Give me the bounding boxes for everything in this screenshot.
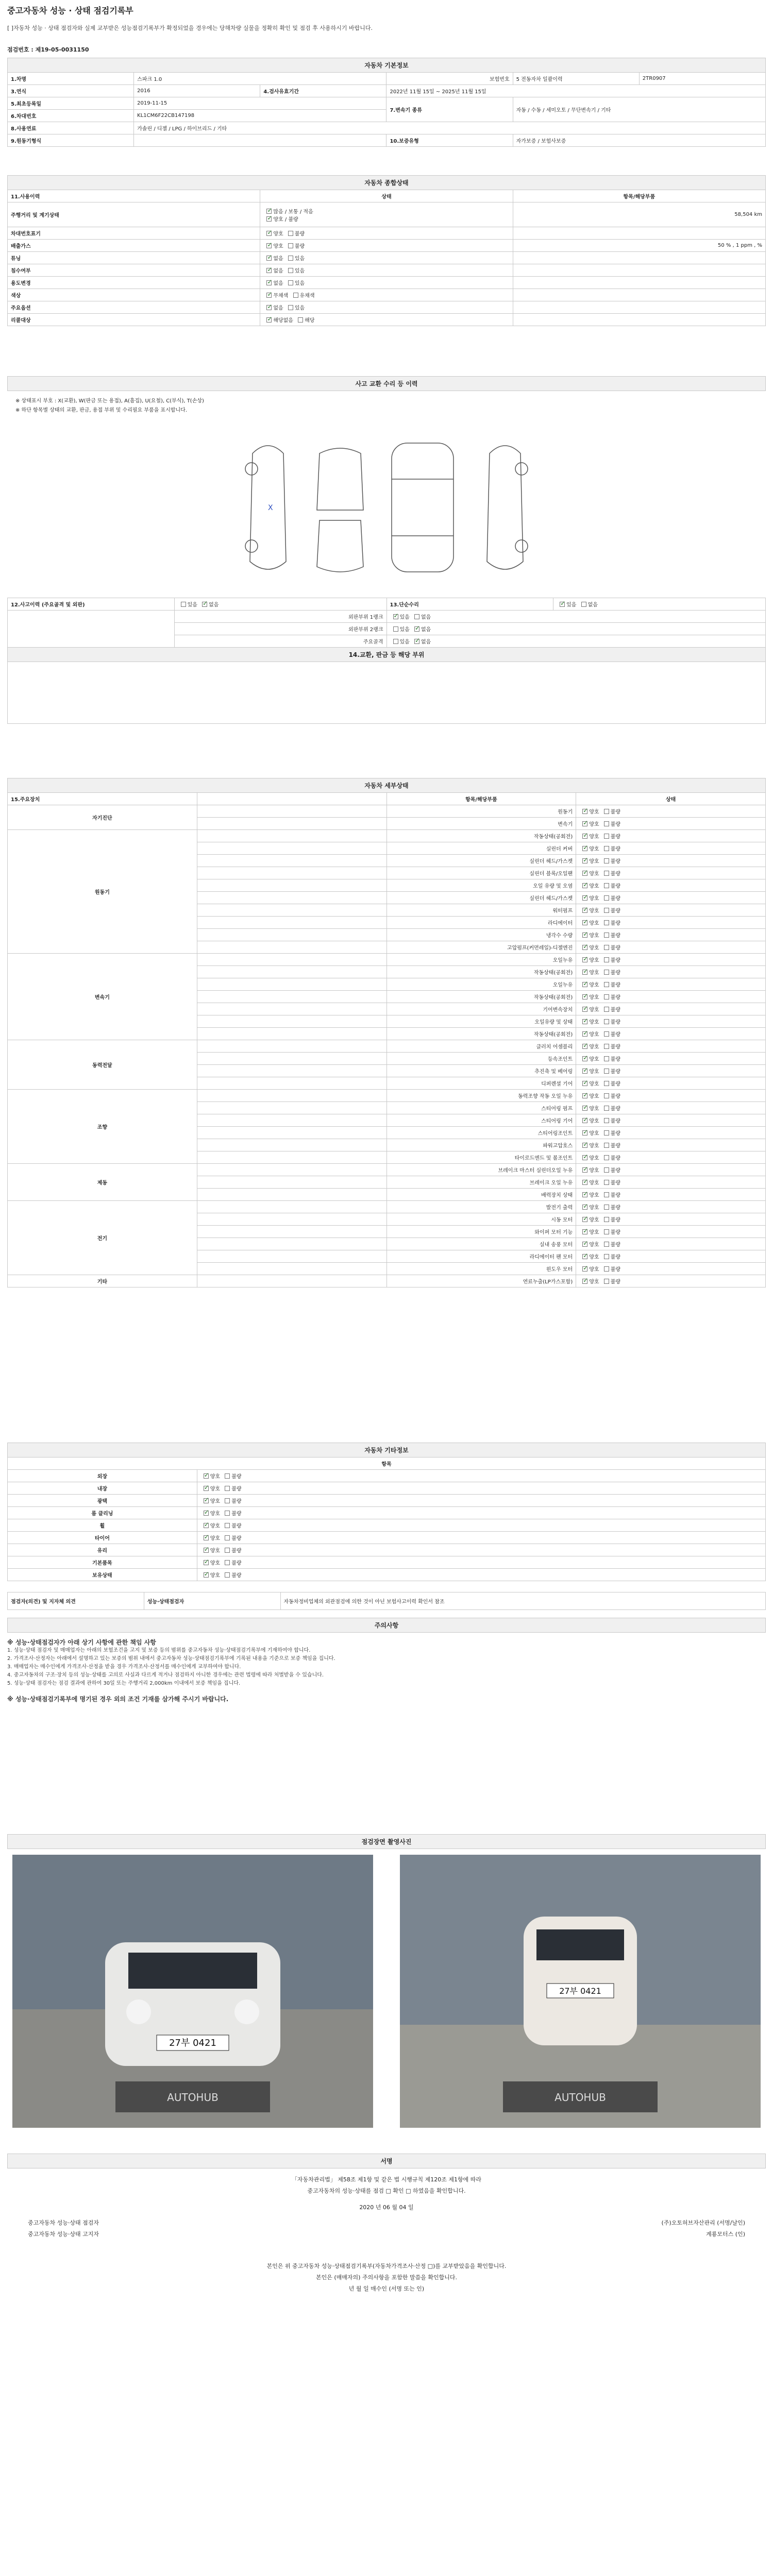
detail-subgroup [197,1238,386,1250]
detail-item-label: 라디에이터 팬 모터 [386,1250,576,1263]
detail-item-label: 실린더 헤드/가스켓 [386,892,576,904]
legend-line: ※ 상태표시 부호 : X(교환), W(판금 또는 용접), A(흠집), U(요철), C(부식), T(손상) [15,398,204,404]
overall-section-title: 자동차 종합상태 [8,176,766,190]
detail-item-status: ✓ 양호 불량 [576,1114,766,1127]
signature-section-title: 서명 [8,2154,766,2168]
detail-group-label: 원동기 [8,830,197,954]
detail-item-label: 변속기 [386,818,576,830]
signer-value: (주)오토허브자산관리 (서명/날인) [661,2219,745,2226]
other-info-table [7,1443,766,1581]
basic-row-value: 5 전동자차 일괄이력 [513,73,639,85]
detail-item-label: 작동상태(공회전) [386,830,576,842]
car-top-outline [392,443,453,572]
detail-item-status: ✓ 양호 불량 [576,830,766,842]
detail-item-label: 라디에이터 [386,917,576,929]
detail-item-status: ✓ 양호 불량 [576,1263,766,1275]
overall-item-label: 주요옵션 [8,301,260,314]
detail-item-status: ✓ 양호 불량 [576,904,766,917]
car-rear-outline [317,520,363,572]
basic-row-value: 2019-11-15 [134,97,386,110]
other-item-label: 기본품목 [8,1556,197,1569]
opinion-label: 점검자(의견) 및 지자체 의견 [8,1592,144,1610]
history-status: ✓ 있음 없음 [553,598,766,611]
detail-item-status: ✓ 양호 불량 [576,1090,766,1102]
basic-row-label: 보험번호 [386,73,513,85]
detail-subgroup [197,842,386,855]
detail-item-label: 스티어링 기어 [386,1114,576,1127]
detail-group-label: 전기 [8,1201,197,1275]
other-item-label: 광택 [8,1495,197,1507]
detail-subgroup [197,1102,386,1114]
history-status: 있음 ✓없음 [386,623,766,635]
detail-item-label: 오일누유 [386,978,576,991]
opinion-value: 자동차정비업체의 외관점검에 의한 것이 아닌 보험사고이력 확인서 참조 [280,1592,765,1610]
detail-item-status: ✓ 양호 불량 [576,1028,766,1040]
mileage-label: 주행거리 및 계기상태 [8,202,260,227]
other-item-status: ✓ 양호 불량 [197,1532,765,1544]
plate-text: 27부 0421 [169,2038,216,2048]
detail-item-status: ✓ 양호 불량 [576,842,766,855]
detail-item-label: 작동상태(공회전) [386,991,576,1003]
detail-item-status: ✓ 양호 불량 [576,1053,766,1065]
detail-subgroup [197,929,386,941]
detail-item-status: ✓ 양호 불량 [576,1151,766,1164]
detail-item-status: ✓ 양호 불량 [576,855,766,867]
basic-info-table [7,58,766,147]
detail-item-label: 파워고압호스 [386,1139,576,1151]
lift-brand: AUTOHUB [554,2091,606,2104]
detail-item-status: ✓ 양호 불량 [576,1164,766,1176]
overall-col-header: 11.사용이력 [8,190,260,202]
detail-item-label: 타이로드엔드 및 볼조인트 [386,1151,576,1164]
detail-item-status: ✓ 양호 불량 [576,1201,766,1213]
detail-subgroup [197,1028,386,1040]
detail-item-label: 배력장치 상태 [386,1189,576,1201]
overall-item-label: 차대번호표기 [8,227,260,240]
overall-status-table [7,175,766,326]
basic-row-label: 10.보증유형 [386,134,513,147]
detail-subgroup [197,892,386,904]
photos-section-title: 점검장면 촬영사진 [8,1835,766,1849]
detail-subgroup [197,1127,386,1139]
detail-item-label: 브레이크 마스터 실린더오일 누유 [386,1164,576,1176]
overall-item-status: ✓ 양호 불량 [260,227,513,240]
detail-group-label: 자기진단 [8,805,197,830]
notes-line: 3. 매매업자는 매수인에게 가격조사·산정을 받을 경우 가격조사·산정서를 매수인에게 교부하여야 합니다. [7,1664,241,1670]
detail-col-header: 상태 [576,793,766,805]
overall-item-status: ✓ 없음 있음 [260,252,513,264]
other-item-status: ✓ 양호 불량 [197,1507,765,1519]
basic-row-label: 8.사용연료 [8,122,134,134]
detail-item-status: ✓ 양호 불량 [576,1040,766,1053]
detail-item-label: 시동 모터 [386,1213,576,1226]
basic-row-label: 9.원동기형식 [8,134,134,147]
history-table [7,598,766,724]
overall-item-label: 튜닝 [8,252,260,264]
other-item-label: 보유상태 [8,1569,197,1581]
detail-subgroup [197,830,386,842]
detail-item-label: 고압펌프(커먼레일)-디젤엔진 [386,941,576,954]
signature-body [7,2174,766,2295]
overall-item-status: ✓ 없음 있음 [260,301,513,314]
detail-subgroup [197,1114,386,1127]
signature-date: 2020 년 06 월 04 일 [359,2204,414,2211]
detail-subgroup [197,1015,386,1028]
left-rear-wheel [245,540,258,552]
detail-table [7,778,766,1287]
inspection-photo-rear [400,1855,761,2128]
detail-item-label: 브레이크 오일 누유 [386,1176,576,1189]
detail-item-status: ✓ 양호 불량 [576,917,766,929]
report-number-value: 제19-05-0031150 [35,46,89,53]
detail-item-status: ✓ 양호 불량 [576,978,766,991]
basic-row-label: 4.검사유효기간 [260,85,386,97]
lift-brand: AUTOHUB [167,2091,219,2104]
overall-item-status: ✓ 무채색 유채색 [260,289,513,301]
opinion-label: 성능·상태점검자 [144,1592,280,1610]
detail-item-status: ✓ 양호 불량 [576,1238,766,1250]
overall-item-status: ✓ 양호 불량 [260,240,513,252]
report-number: 점검번호 : 제19-05-0031150 [7,46,89,53]
detail-subgroup [197,1065,386,1077]
detail-subgroup [197,954,386,966]
detail-subgroup [197,879,386,892]
other-item-status: ✓ 양호 불량 [197,1470,765,1482]
basic-row-value: 가솔린 / 디젤 / LPG / 하이브리드 / 기타 [134,122,766,134]
car-diagram [237,433,536,582]
history-label: 주요골격 [174,635,386,648]
other-item-status: ✓ 양호 불량 [197,1569,765,1581]
other-item-status: ✓ 양호 불량 [197,1495,765,1507]
detail-item-status: ✓ 양호 불량 [576,1213,766,1226]
detail-item-label: 기어변속장치 [386,1003,576,1015]
basic-row-value: 2TR0907 [639,73,765,85]
detail-item-label: 오일유량 및 상태 [386,1015,576,1028]
detail-group-label: 동력전달 [8,1040,197,1090]
notes-closing: ※ 성능·상태점검기록부에 명기된 경우 외의 조건 기재를 삼가해 주시기 바랍니다. [7,1696,229,1703]
notes-line: 1. 성능·상태 점검자 및 매매업자는 아래의 보험조건을 고지 및 보증 등의 범위를 중고자동차 성능·상태점검기록부에 기재하여야 합니다. [7,1648,311,1653]
detail-item-status: ✓ 양호 불량 [576,1139,766,1151]
other-item-label: 내장 [8,1482,197,1495]
detail-item-label: 등속조인트 [386,1053,576,1065]
detail-item-status: ✓ 양호 불량 [576,991,766,1003]
detail-item-label: 연료누출(LP가스포함) [386,1275,576,1287]
detail-group-label: 제동 [8,1164,197,1201]
detail-item-label: 실린더 블록/오일팬 [386,867,576,879]
detail-subgroup [197,1003,386,1015]
signer-row [7,2229,766,2240]
detail-item-label: 디퍼렌셜 기어 [386,1077,576,1090]
overall-item-label: 리콜대상 [8,314,260,326]
detail-item-status: ✓ 양호 불량 [576,805,766,818]
detail-group-label: 변속기 [8,954,197,1040]
detail-item-label: 작동상태(공회전) [386,966,576,978]
detail-subgroup [197,941,386,954]
notes-line: 5. 성능·상태 점검자는 점검 결과에 관하여 30일 또는 주행거리 2,000km 이내에서 보증 책임을 집니다. [7,1681,241,1686]
buyer-signline: 년 월 일 매수인 (서명 또는 인) [348,2285,425,2292]
detail-item-label: 실내 송풍 모터 [386,1238,576,1250]
detail-subgroup [197,1164,386,1176]
detail-item-status: ✓ 양호 불량 [576,966,766,978]
basic-row-value: 자동 / 수동 / 세미오토 / 무단변속기 / 기타 [513,97,765,122]
detail-col-header: 15.주요장치 [8,793,197,805]
detail-item-status: ✓ 양호 불량 [576,1077,766,1090]
detail-group-label: 기타 [8,1275,197,1287]
detail-item-label: 추진축 및 베어링 [386,1065,576,1077]
parts-checklist [8,662,766,724]
gauge-options: 양호 / 불량 [273,216,298,223]
overall-item-status: ✓ 해당없음 해당 [260,314,513,326]
detail-subgroup [197,991,386,1003]
detail-item-label: 발전기 출력 [386,1201,576,1213]
detail-item-status: ✓ 양호 불량 [576,1226,766,1238]
basic-row-label: 5.최초등록일 [8,97,134,110]
detail-item-label: 작동상태(공회전) [386,1028,576,1040]
detail-subgroup [197,904,386,917]
detail-item-label: 와이퍼 모터 기능 [386,1226,576,1238]
plate-text: 27부 0421 [559,1986,601,1996]
detail-item-label: 워터펌프 [386,904,576,917]
photos-header [7,1834,766,1849]
history-label: 13.단순수리 [386,598,553,611]
detail-item-label: 윈도우 모터 [386,1263,576,1275]
emission-value: 50 % , 1 ppm , % [513,240,765,252]
other-item-status: ✓ 양호 불량 [197,1544,765,1556]
detail-subgroup [197,1201,386,1213]
detail-subgroup [197,1250,386,1263]
opinion-table [7,1592,766,1610]
left-front-wheel [245,463,258,475]
basic-row-value: 자가보증 / 보험사보증 [513,134,765,147]
basic-row-label: 6.차대번호 [8,110,134,122]
detail-subgroup [197,1090,386,1102]
detail-subgroup [197,1176,386,1189]
document-title: 중고자동차 성능 · 상태 점검기록부 [7,6,133,15]
detail-item-status: ✓ 양호 불량 [576,1015,766,1028]
detail-subgroup [197,978,386,991]
history-label: 외판부위 2랭크 [174,623,386,635]
detail-subgroup [197,1226,386,1238]
notes-header [7,1618,766,1633]
other-item-label: 유리 [8,1544,197,1556]
other-section-title: 자동차 기타정보 [8,1443,766,1458]
detail-subgroup [197,1151,386,1164]
detail-subgroup [197,867,386,879]
detail-subgroup [197,1139,386,1151]
overall-item-label: 색상 [8,289,260,301]
basic-row-label: 3.연식 [8,85,134,97]
detail-subgroup [197,1189,386,1201]
detail-subgroup [197,1053,386,1065]
basic-row-label: 1.차명 [8,73,134,85]
legend-line: ※ 하단 항목별 상태의 교환, 판금, 용접 부위 및 수리필요 부품을 표시합니다. [15,408,188,413]
car-front-outline [317,448,363,510]
basic-row-value: 스파크 1.0 [134,73,386,85]
detail-item-status: ✓ 양호 불량 [576,892,766,904]
detail-group-label: 조향 [8,1090,197,1164]
right-front-wheel [515,463,528,475]
other-item-status: ✓ 양호 불량 [197,1519,765,1532]
detail-item-status: ✓ 양호 불량 [576,954,766,966]
overall-col-header: 상태 [260,190,513,202]
buyer-text: 본인은 (매매자의) 주의사항을 포함한 말씀을 확인합니다. [316,2274,457,2281]
signature-text: 「자동차관리법」 제58조 제1항 및 같은 법 시행규칙 제120조 제1항에 따라 [291,2176,482,2183]
detail-item-status: ✓ 양호 불량 [576,1102,766,1114]
right-rear-wheel [515,540,528,552]
notice-text: [ ]자동차 성능 · 상태 점검자와 실제 교부받은 성능점검기록부가 확정되었을 경우에는 당해차량 실물을 정확히 확인 및 점검 후 사용하시기 바랍니다. [7,25,373,31]
other-item-label: 외장 [8,1470,197,1482]
detail-subgroup [197,1077,386,1090]
basic-section-title: 자동차 기본정보 [8,58,766,73]
detail-item-status: ✓ 양호 불량 [576,1065,766,1077]
diagram-section-title: 사고 교환 수리 등 이력 [8,377,766,391]
other-item-status: ✓ 양호 불량 [197,1482,765,1495]
detail-col-header: 항목/해당부품 [386,793,576,805]
detail-item-label: 실린더 헤드/가스켓 [386,855,576,867]
detail-item-status: ✓ 양호 불량 [576,879,766,892]
detail-subgroup [197,1040,386,1053]
signature-header [7,2154,766,2168]
detail-subgroup [197,1275,386,1287]
detail-item-label: 원동기 [386,805,576,818]
detail-item-status: ✓ 양호 불량 [576,1275,766,1287]
detail-item-status: ✓ 양호 불량 [576,1176,766,1189]
notes-line: 2. 가격조사·산정자는 아래에서 설명하고 있는 보증의 범위 내에서 중고자동차 성능·상태점검기록부에 기록된 내용을 기준으로 보증 책임을 집니다. [7,1656,335,1662]
detail-item-label: 동력조향 작동 오일 누유 [386,1090,576,1102]
other-subhead: 항목 [8,1458,766,1470]
detail-item-status: ✓ 양호 불량 [576,929,766,941]
detail-subgroup [197,1213,386,1226]
history-label: 12.사고이력 (주요골격 및 외판) [8,598,175,611]
detail-item-label: 오일누유 [386,954,576,966]
detail-item-status: ✓ 양호 불량 [576,1127,766,1139]
other-item-label: 룸 클리닝 [8,1507,197,1519]
history-label [8,611,175,648]
overall-item-status: ✓ 없음 있음 [260,264,513,277]
buyer-text: 본인은 위 중고자동차 성능·상태점검기록부(자동차가격조사·산정 □)를 교부받았음을 확인합니다. [266,2263,507,2269]
other-item-label: 타이어 [8,1532,197,1544]
mileage-status [260,202,513,227]
detail-item-status: ✓ 양호 불량 [576,941,766,954]
overall-item-status: ✓ 없음 있음 [260,277,513,289]
detail-item-label: 오일 유량 및 오염 [386,879,576,892]
detail-subgroup [197,855,386,867]
basic-row-value: 2022년 11월 15일 ~ 2025년 11월 15일 [386,85,766,97]
detail-subgroup [197,805,386,818]
detail-item-status: ✓ 양호 불량 [576,1003,766,1015]
detail-item-status: ✓ 양호 불량 [576,1189,766,1201]
detail-subgroup [197,818,386,830]
signer-row [7,2217,766,2229]
mileage-value: 58,504 km [513,202,765,227]
detail-item-label: 클러치 어셈블리 [386,1040,576,1053]
history-status: ✓ 있음 없음 [386,611,766,623]
detail-item-label: 스티어링 펌프 [386,1102,576,1114]
overall-item-label: 용도변경 [8,277,260,289]
detail-item-status: ✓ 양호 불량 [576,818,766,830]
other-item-label: 휠 [8,1519,197,1532]
overall-item-label: 배출가스 [8,240,260,252]
detail-item-label: 냉각수 수량 [386,929,576,941]
diagram-mark: X [268,504,273,512]
detail-section-title: 자동차 세부상태 [8,778,766,793]
notes-body [7,1638,766,1703]
history-label: 외판부위 1랭크 [174,611,386,623]
inspection-photo-front [12,1855,373,2128]
history-status: 있음 ✓없음 [386,635,766,648]
diagram-legend [15,397,204,415]
diagram-section-header [7,376,766,391]
history-status: 있음 ✓없음 [174,598,386,611]
signer-label: 중고자동차 성능·상태 점검자 [28,2219,99,2226]
detail-subgroup [197,917,386,929]
notes-line: 4. 중고자동차의 구조·장치 등의 성능·상태를 고의로 사실과 다르게 적거나 점검하지 아니한 경우에는 관련 법령에 따라 처벌받을 수 있습니다. [7,1672,324,1678]
other-item-status: ✓ 양호 불량 [197,1556,765,1569]
signer-value: 계룡모터스 (인) [706,2231,745,2238]
notes-heading: ※ 성능·상태점검자가 아래 상기 사항에 관한 책임 사항 [7,1639,156,1646]
detail-item-status: ✓ 양호 불량 [576,867,766,879]
detail-subgroup [197,1263,386,1275]
mileage-options: 많음 / 보통 / 적음 [273,209,313,215]
history-section-title: 14.교환, 판금 등 해당 부위 [8,648,766,662]
basic-row-value [134,134,386,147]
basic-row-value: 2016 [134,85,260,97]
detail-item-label: 실린더 커버 [386,842,576,855]
signature-text: 중고자동차의 성능·상태를 점검 □ 확인 □ 하였음을 확인합니다. [307,2188,466,2194]
detail-item-status: ✓ 양호 불량 [576,1250,766,1263]
basic-row-label: 7.변속기 종류 [386,97,513,122]
overall-item-label: 침수여부 [8,264,260,277]
detail-item-label: 스티어링조인트 [386,1127,576,1139]
basic-row-value: KL1CM6F22CB147198 [134,110,386,122]
notes-section-title: 주의사항 [8,1618,766,1633]
overall-col-header: 항목/해당부품 [513,190,765,202]
signer-label: 중고자동차 성능·상태 고지자 [28,2231,99,2238]
detail-subgroup [197,966,386,978]
